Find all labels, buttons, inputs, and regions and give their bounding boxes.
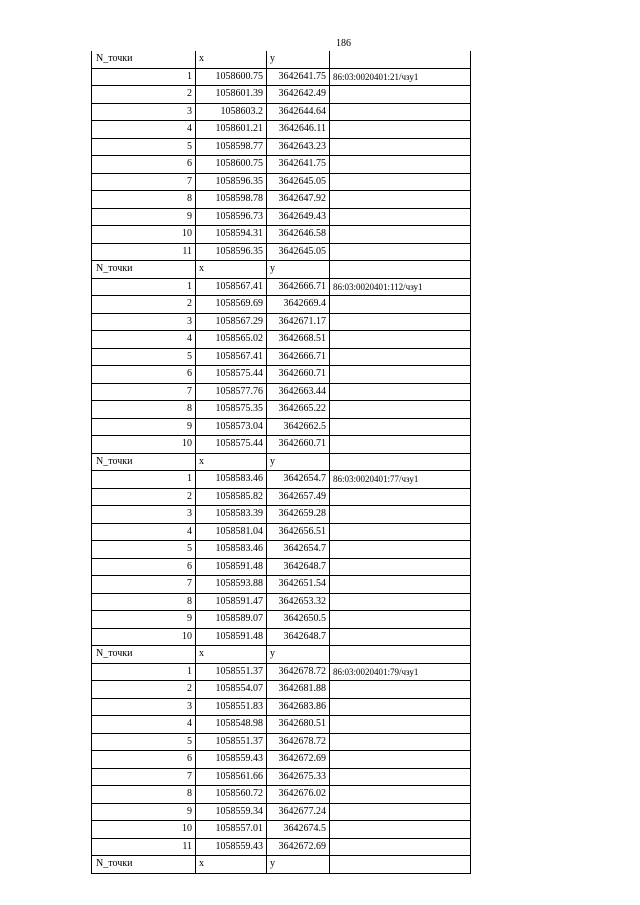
y-coordinate: 3642672.69 — [267, 838, 330, 856]
point-number: 9 — [92, 611, 196, 629]
table-row — [92, 733, 471, 751]
header-y: y — [267, 453, 330, 471]
x-coordinate: 1058551.37 — [196, 733, 267, 751]
table-row — [92, 278, 471, 296]
y-coordinate: 3642683.86 — [267, 698, 330, 716]
point-number: 10 — [92, 436, 196, 454]
x-coordinate: 1058598.78 — [196, 191, 267, 209]
y-coordinate: 3642641.75 — [267, 68, 330, 86]
header-x: x — [196, 856, 267, 874]
empty-cell — [330, 296, 471, 314]
point-number: 8 — [92, 593, 196, 611]
table-row — [92, 418, 471, 436]
header-point-number: N_точки — [92, 261, 196, 279]
x-coordinate: 1058548.98 — [196, 716, 267, 734]
table-row — [92, 838, 471, 856]
table-row — [92, 488, 471, 506]
table-row — [92, 821, 471, 839]
empty-cell — [330, 348, 471, 366]
table-header-row — [92, 261, 471, 279]
y-coordinate: 3642650.5 — [267, 611, 330, 629]
page-number: 186 — [336, 38, 351, 49]
point-number: 6 — [92, 751, 196, 769]
header-y: y — [267, 646, 330, 664]
point-number: 4 — [92, 121, 196, 139]
header-point-number: N_точки — [92, 646, 196, 664]
x-coordinate: 1058589.07 — [196, 611, 267, 629]
table-row — [92, 173, 471, 191]
header-x: x — [196, 646, 267, 664]
table-header-row — [92, 453, 471, 471]
y-coordinate: 3642642.49 — [267, 86, 330, 104]
table-row — [92, 226, 471, 244]
point-number: 4 — [92, 523, 196, 541]
table-header-row — [92, 51, 471, 68]
x-coordinate: 1058551.37 — [196, 663, 267, 681]
x-coordinate: 1058596.35 — [196, 243, 267, 261]
point-number: 4 — [92, 716, 196, 734]
y-coordinate: 3642645.05 — [267, 173, 330, 191]
header-y: y — [267, 51, 330, 68]
y-coordinate: 3642676.02 — [267, 786, 330, 804]
empty-cell — [330, 506, 471, 524]
table-row — [92, 243, 471, 261]
y-coordinate: 3642668.51 — [267, 331, 330, 349]
point-number: 7 — [92, 173, 196, 191]
y-coordinate: 3642648.7 — [267, 628, 330, 646]
x-coordinate: 1058600.75 — [196, 68, 267, 86]
y-coordinate: 3642660.71 — [267, 436, 330, 454]
empty-cell — [330, 121, 471, 139]
x-coordinate: 1058598.77 — [196, 138, 267, 156]
empty-cell — [330, 698, 471, 716]
x-coordinate: 1058567.41 — [196, 348, 267, 366]
y-coordinate: 3642680.51 — [267, 716, 330, 734]
table-header-row — [92, 856, 471, 874]
y-coordinate: 3642645.05 — [267, 243, 330, 261]
empty-cell — [330, 138, 471, 156]
header-x: x — [196, 453, 267, 471]
y-coordinate: 3642666.71 — [267, 278, 330, 296]
x-coordinate: 1058591.47 — [196, 593, 267, 611]
table-row — [92, 628, 471, 646]
header-point-number: N_точки — [92, 453, 196, 471]
y-coordinate: 3642641.75 — [267, 156, 330, 174]
point-number: 6 — [92, 156, 196, 174]
table-row — [92, 208, 471, 226]
table-row — [92, 523, 471, 541]
table-row — [92, 348, 471, 366]
coordinates-table — [91, 51, 471, 874]
y-coordinate: 3642672.69 — [267, 751, 330, 769]
y-coordinate: 3642659.28 — [267, 506, 330, 524]
header-point-number: N_точки — [92, 856, 196, 874]
empty-cell — [330, 208, 471, 226]
table-row — [92, 156, 471, 174]
x-coordinate: 1058601.39 — [196, 86, 267, 104]
header-y: y — [267, 261, 330, 279]
x-coordinate: 1058585.82 — [196, 488, 267, 506]
point-number: 1 — [92, 471, 196, 489]
x-coordinate: 1058559.34 — [196, 803, 267, 821]
point-number: 11 — [92, 243, 196, 261]
point-number: 6 — [92, 558, 196, 576]
table-row — [92, 471, 471, 489]
empty-cell — [330, 401, 471, 419]
empty-cell — [330, 541, 471, 559]
header-empty-cell — [330, 856, 471, 874]
header-empty-cell — [330, 453, 471, 471]
point-number: 5 — [92, 348, 196, 366]
x-coordinate: 1058573.04 — [196, 418, 267, 436]
y-coordinate: 3642677.24 — [267, 803, 330, 821]
header-empty-cell — [330, 261, 471, 279]
table-row — [92, 506, 471, 524]
table-row — [92, 103, 471, 121]
point-number: 2 — [92, 488, 196, 506]
x-coordinate: 1058560.72 — [196, 786, 267, 804]
point-number: 10 — [92, 821, 196, 839]
table-row — [92, 576, 471, 594]
point-number: 3 — [92, 103, 196, 121]
point-number: 1 — [92, 663, 196, 681]
empty-cell — [330, 611, 471, 629]
point-number: 5 — [92, 733, 196, 751]
y-coordinate: 3642663.44 — [267, 383, 330, 401]
x-coordinate: 1058575.35 — [196, 401, 267, 419]
x-coordinate: 1058559.43 — [196, 838, 267, 856]
y-coordinate: 3642643.23 — [267, 138, 330, 156]
header-x: x — [196, 261, 267, 279]
point-number: 3 — [92, 698, 196, 716]
empty-cell — [330, 103, 471, 121]
y-coordinate: 3642649.43 — [267, 208, 330, 226]
point-number: 3 — [92, 313, 196, 331]
y-coordinate: 3642665.22 — [267, 401, 330, 419]
empty-cell — [330, 751, 471, 769]
x-coordinate: 1058591.48 — [196, 628, 267, 646]
point-number: 8 — [92, 786, 196, 804]
table-row — [92, 698, 471, 716]
y-coordinate: 3642675.33 — [267, 768, 330, 786]
point-number: 10 — [92, 226, 196, 244]
y-coordinate: 3642662.5 — [267, 418, 330, 436]
table-row — [92, 716, 471, 734]
point-number: 2 — [92, 86, 196, 104]
empty-cell — [330, 628, 471, 646]
x-coordinate: 1058559.43 — [196, 751, 267, 769]
empty-cell — [330, 243, 471, 261]
table-row — [92, 401, 471, 419]
parcel-label: 86:03:0020401:77/чзу1 — [330, 471, 471, 489]
table-row — [92, 366, 471, 384]
table-row — [92, 121, 471, 139]
point-number: 1 — [92, 68, 196, 86]
empty-cell — [330, 418, 471, 436]
empty-cell — [330, 558, 471, 576]
point-number: 8 — [92, 191, 196, 209]
y-coordinate: 3642651.54 — [267, 576, 330, 594]
table-row — [92, 138, 471, 156]
y-coordinate: 3642646.11 — [267, 121, 330, 139]
point-number: 7 — [92, 768, 196, 786]
x-coordinate: 1058591.48 — [196, 558, 267, 576]
point-number: 9 — [92, 208, 196, 226]
header-empty-cell — [330, 51, 471, 68]
table-row — [92, 383, 471, 401]
x-coordinate: 1058577.76 — [196, 383, 267, 401]
table-row — [92, 313, 471, 331]
table-row — [92, 558, 471, 576]
point-number: 8 — [92, 401, 196, 419]
empty-cell — [330, 523, 471, 541]
header-y: y — [267, 856, 330, 874]
table-row — [92, 803, 471, 821]
table-row — [92, 436, 471, 454]
empty-cell — [330, 593, 471, 611]
x-coordinate: 1058561.66 — [196, 768, 267, 786]
parcel-label: 86:03:0020401:112/чзу1 — [330, 278, 471, 296]
parcel-label: 86:03:0020401:21/чзу1 — [330, 68, 471, 86]
x-coordinate: 1058557.01 — [196, 821, 267, 839]
table-row — [92, 296, 471, 314]
point-number: 7 — [92, 576, 196, 594]
x-coordinate: 1058567.41 — [196, 278, 267, 296]
table-row — [92, 331, 471, 349]
table-row — [92, 681, 471, 699]
x-coordinate: 1058601.21 — [196, 121, 267, 139]
empty-cell — [330, 331, 471, 349]
y-coordinate: 3642654.7 — [267, 471, 330, 489]
empty-cell — [330, 383, 471, 401]
empty-cell — [330, 681, 471, 699]
parcel-label: 86:03:0020401:79/чзу1 — [330, 663, 471, 681]
table-row — [92, 68, 471, 86]
table-row — [92, 593, 471, 611]
y-coordinate: 3642674.5 — [267, 821, 330, 839]
y-coordinate: 3642660.71 — [267, 366, 330, 384]
empty-cell — [330, 733, 471, 751]
x-coordinate: 1058596.73 — [196, 208, 267, 226]
y-coordinate: 3642657.49 — [267, 488, 330, 506]
header-empty-cell — [330, 646, 471, 664]
empty-cell — [330, 576, 471, 594]
empty-cell — [330, 366, 471, 384]
empty-cell — [330, 786, 471, 804]
coordinates-table-body — [92, 51, 471, 873]
table-row — [92, 751, 471, 769]
y-coordinate: 3642646.58 — [267, 226, 330, 244]
table-row — [92, 86, 471, 104]
point-number: 11 — [92, 838, 196, 856]
x-coordinate: 1058593.88 — [196, 576, 267, 594]
y-coordinate: 3642644.64 — [267, 103, 330, 121]
empty-cell — [330, 838, 471, 856]
empty-cell — [330, 768, 471, 786]
table-row — [92, 191, 471, 209]
empty-cell — [330, 821, 471, 839]
x-coordinate: 1058569.69 — [196, 296, 267, 314]
table-row — [92, 541, 471, 559]
y-coordinate: 3642678.72 — [267, 663, 330, 681]
header-x: x — [196, 51, 267, 68]
x-coordinate: 1058596.35 — [196, 173, 267, 191]
table-row — [92, 786, 471, 804]
table-row — [92, 768, 471, 786]
empty-cell — [330, 313, 471, 331]
x-coordinate: 1058567.29 — [196, 313, 267, 331]
point-number: 10 — [92, 628, 196, 646]
point-number: 5 — [92, 138, 196, 156]
x-coordinate: 1058594.31 — [196, 226, 267, 244]
point-number: 5 — [92, 541, 196, 559]
point-number: 9 — [92, 418, 196, 436]
x-coordinate: 1058551.83 — [196, 698, 267, 716]
empty-cell — [330, 86, 471, 104]
x-coordinate: 1058600.75 — [196, 156, 267, 174]
point-number: 6 — [92, 366, 196, 384]
point-number: 7 — [92, 383, 196, 401]
empty-cell — [330, 191, 471, 209]
x-coordinate: 1058603.2 — [196, 103, 267, 121]
point-number: 2 — [92, 681, 196, 699]
y-coordinate: 3642647.92 — [267, 191, 330, 209]
x-coordinate: 1058583.46 — [196, 471, 267, 489]
y-coordinate: 3642648.7 — [267, 558, 330, 576]
table-row — [92, 663, 471, 681]
table-header-row — [92, 646, 471, 664]
empty-cell — [330, 716, 471, 734]
point-number: 1 — [92, 278, 196, 296]
point-number: 3 — [92, 506, 196, 524]
x-coordinate: 1058554.07 — [196, 681, 267, 699]
empty-cell — [330, 173, 471, 191]
point-number: 4 — [92, 331, 196, 349]
x-coordinate: 1058583.39 — [196, 506, 267, 524]
x-coordinate: 1058575.44 — [196, 436, 267, 454]
header-point-number: N_точки — [92, 51, 196, 68]
empty-cell — [330, 156, 471, 174]
x-coordinate: 1058575.44 — [196, 366, 267, 384]
y-coordinate: 3642678.72 — [267, 733, 330, 751]
point-number: 9 — [92, 803, 196, 821]
empty-cell — [330, 803, 471, 821]
y-coordinate: 3642656.51 — [267, 523, 330, 541]
point-number: 2 — [92, 296, 196, 314]
y-coordinate: 3642671.17 — [267, 313, 330, 331]
x-coordinate: 1058581.04 — [196, 523, 267, 541]
empty-cell — [330, 226, 471, 244]
y-coordinate: 3642681.88 — [267, 681, 330, 699]
empty-cell — [330, 436, 471, 454]
table-row — [92, 611, 471, 629]
y-coordinate: 3642653.32 — [267, 593, 330, 611]
y-coordinate: 3642669.4 — [267, 296, 330, 314]
y-coordinate: 3642654.7 — [267, 541, 330, 559]
y-coordinate: 3642666.71 — [267, 348, 330, 366]
x-coordinate: 1058565.02 — [196, 331, 267, 349]
empty-cell — [330, 488, 471, 506]
x-coordinate: 1058583.46 — [196, 541, 267, 559]
